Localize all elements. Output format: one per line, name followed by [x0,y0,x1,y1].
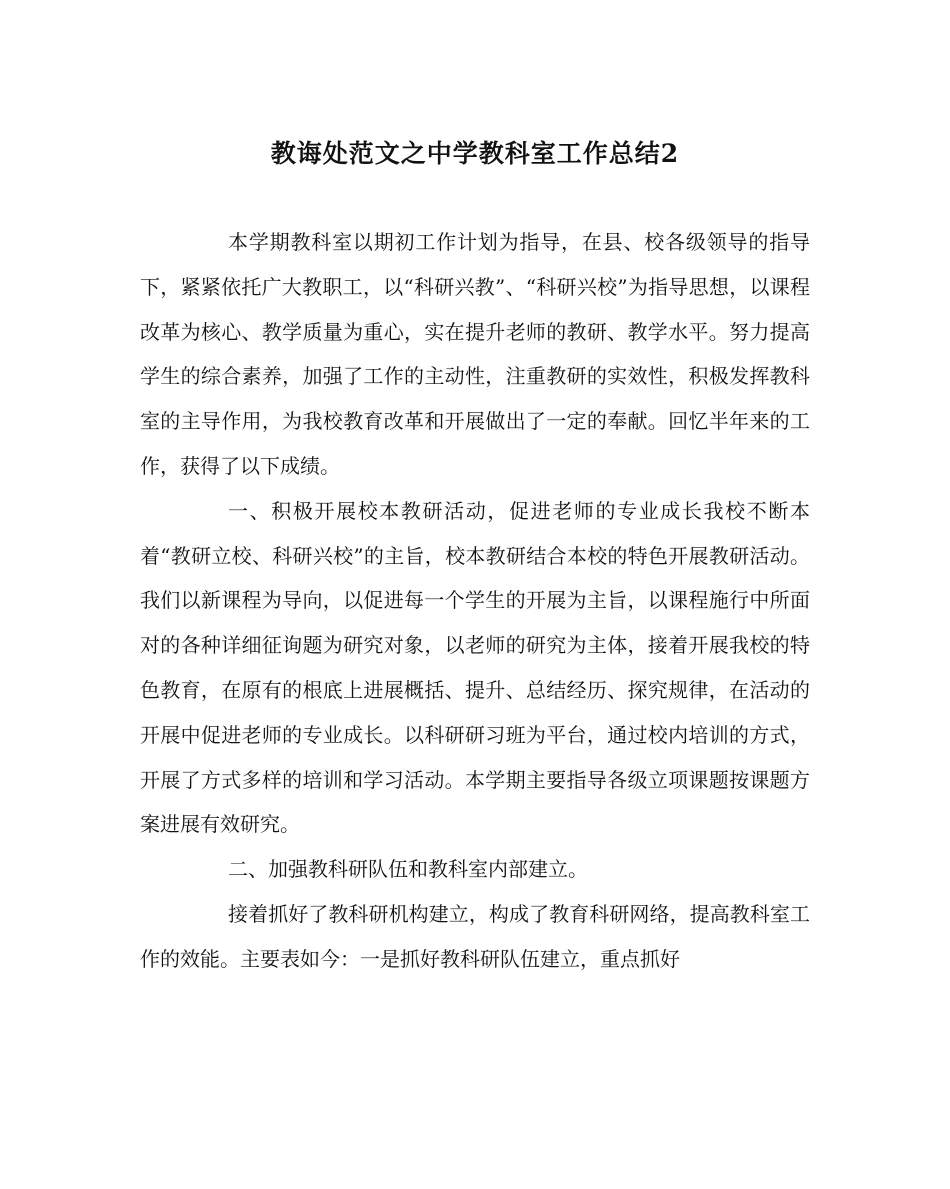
paragraph-section-1: 一、积极开展校本教研活动，促进老师的专业成长我校不断本着“教研立校、科研兴校”的主旨，校本教研结合本校的特色开展教研活动。我们以新课程为导向，以促进每一个学生的开展为主旨，以课程施行中所面对的各种详细征询题为研究对象，以老师的研究为主体，接着开展我校的特色教育，在原有的根底上进展概括、提升、总结经历、探究规律，在活动的开展中促进老师的专业成长。以科研研习班为平台，通过校内培训的方式，开展了方式多样的培训和学习活动。本学期主要指导各级立项课题按课题方案进展有效研究。 [140,498,810,837]
document-body [140,220,810,982]
paragraph-intro: 本学期教科室以期初工作计划为指导，在县、校各级领导的指导下，紧紧依托广大教职工，以“科研兴教”、“科研兴校”为指导思想，以课程改革为核心、教学质量为重心，实在提升老师的教研、教学水平。努力提高学生的综合素养，加强了工作的主动性，注重教研的实效性，积极发挥教科室的主导作用，为我校教育改革和开展做出了一定的奉献。回忆半年来的工作，获得了以下成绩。 [140,230,810,478]
document-title: 教诲处范文之中学教科室工作总结2 [270,139,680,168]
paragraph-section-2-body: 接着抓好了教科研机构建立，构成了教育科研网络，提高教科室工作的效能。主要表如今：一是抓好教科研队伍建立，重点抓好 [140,901,810,971]
paragraph-section-2-heading: 二、加强教科研队伍和教科室内部建立。 [228,857,588,882]
